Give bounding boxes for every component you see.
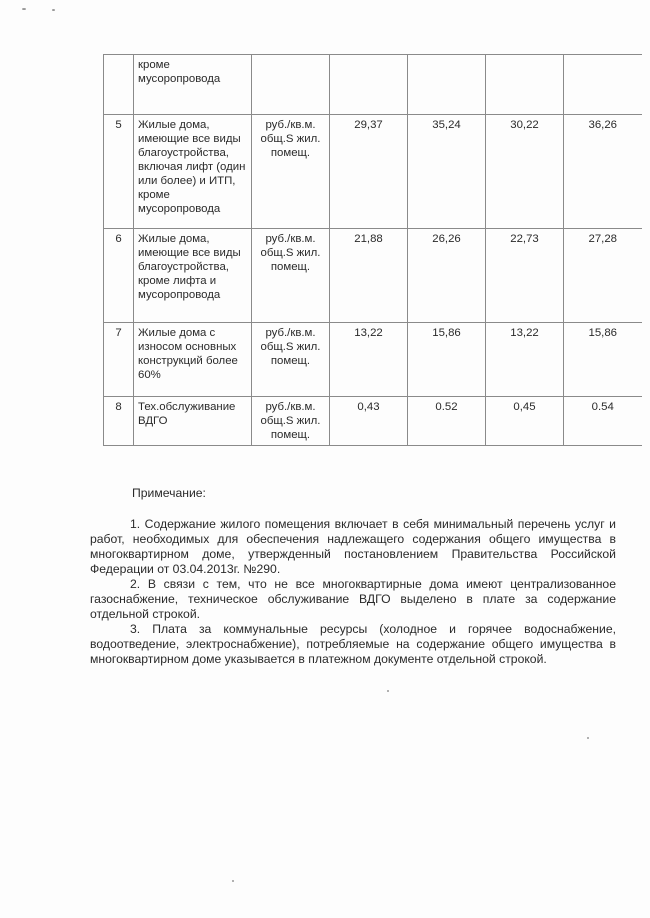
row-name: кроме мусоропровода — [134, 55, 252, 115]
row-value-3: 13,22 — [486, 323, 564, 397]
row-value-1: 13,22 — [330, 323, 408, 397]
scan-speck — [22, 8, 26, 10]
row-value-2: 26,26 — [408, 229, 486, 323]
row-name: Жилые дома с износом основных конструкций более 60% — [134, 323, 252, 397]
row-unit: руб./кв.м. общ.S жил. помещ. — [252, 229, 330, 323]
row-unit: руб./кв.м. общ.S жил. помещ. — [252, 323, 330, 397]
row-name: Жилые дома, имеющие все виды благоустройства, кроме лифта и мусоропровода — [134, 229, 252, 323]
note-item: 2. В связи с тем, что не все многоквартирные дома имеют централизованное газоснабжение, техническое обслуживание ВДГО выделено в плате за содержание отдельной строкой. — [90, 577, 616, 621]
row-unit — [252, 55, 330, 115]
row-value-1: 0,43 — [330, 397, 408, 446]
row-value-1 — [330, 55, 408, 115]
row-number — [104, 55, 134, 115]
row-number: 8 — [104, 397, 134, 446]
note-item: 1. Содержание жилого помещения включает в себя минимальный перечень услуг и работ, необходимых для обеспечения надлежащего содержания общего имущества в многоквартирном доме, утвержденный постановлением Правительства Российской Федерации от 03.04.2013г. №290. — [90, 517, 616, 576]
row-value-3: 22,73 — [486, 229, 564, 323]
row-value-1: 29,37 — [330, 115, 408, 229]
row-value-4 — [564, 55, 642, 115]
note-item: 3. Плата за коммунальные ресурсы (холодное и горячее водоснабжение, водоотведение, электроснабжение), потребляемые на содержание общего имущества в многоквартирном доме указывается в платежном документе отдельной строкой. — [90, 622, 616, 666]
row-value-4: 27,28 — [564, 229, 642, 323]
table-row — [104, 397, 642, 446]
table-row — [104, 115, 642, 229]
row-value-2: 0.52 — [408, 397, 486, 446]
tariff-table — [103, 54, 642, 446]
row-number: 6 — [104, 229, 134, 323]
row-value-2: 35,24 — [408, 115, 486, 229]
row-value-2 — [408, 55, 486, 115]
row-unit: руб./кв.м. общ.S жил. помещ. — [252, 115, 330, 229]
table-row — [104, 55, 642, 115]
table-row — [104, 229, 642, 323]
row-unit: руб./кв.м. общ.S жил. помещ. — [252, 397, 330, 446]
row-value-3: 0,45 — [486, 397, 564, 446]
row-value-4: 36,26 — [564, 115, 642, 229]
notes-section — [90, 486, 616, 667]
notes-title: Примечание: — [132, 486, 206, 500]
row-value-3: 30,22 — [486, 115, 564, 229]
row-name: Тех.обслуживание ВДГО — [134, 397, 252, 446]
row-value-3 — [486, 55, 564, 115]
scan-speck — [387, 690, 389, 692]
row-name: Жилые дома, имеющие все виды благоустройства, включая лифт (один или более) и ИТП, кроме мусоропровода — [134, 115, 252, 229]
row-number: 7 — [104, 323, 134, 397]
table-row — [104, 323, 642, 397]
scan-speck — [587, 737, 589, 739]
row-value-4: 15,86 — [564, 323, 642, 397]
row-value-1: 21,88 — [330, 229, 408, 323]
row-number: 5 — [104, 115, 134, 229]
row-value-2: 15,86 — [408, 323, 486, 397]
row-value-4: 0.54 — [564, 397, 642, 446]
scan-speck — [232, 880, 234, 882]
scan-speck — [52, 9, 55, 11]
